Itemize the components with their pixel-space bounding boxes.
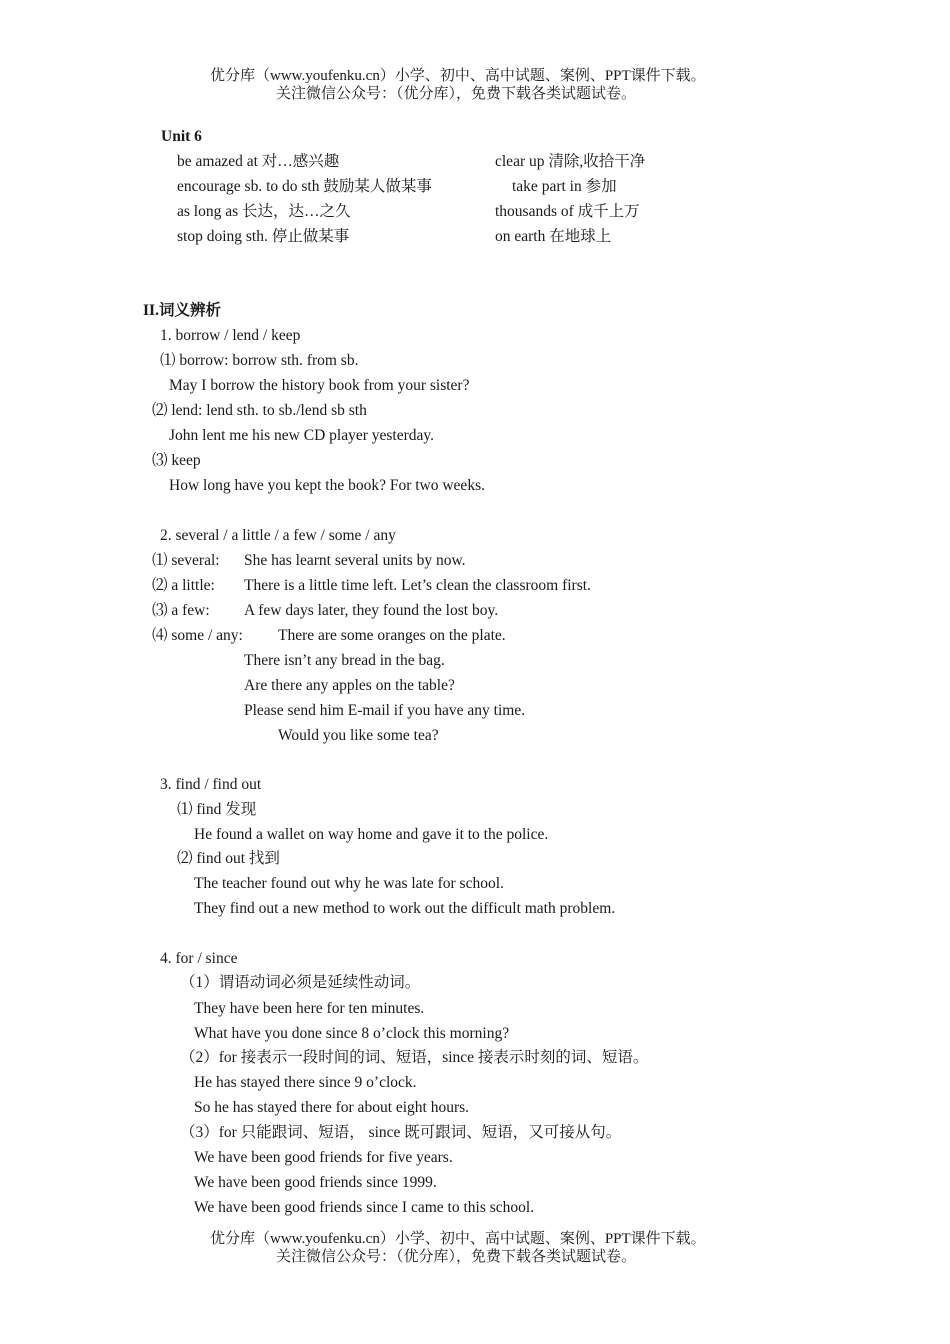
- group-2-title: 2. several / a little / a few / some / any: [160, 527, 396, 544]
- g1-item-1: ⑴ borrow: borrow sth. from sb.: [160, 352, 359, 369]
- g2-label-2: ⑵ a little:: [152, 577, 215, 594]
- g4-example-2: What have you done since 8 o’clock this morning?: [194, 1025, 510, 1042]
- g4-example-3: He has stayed there since 9 o’clock.: [194, 1074, 417, 1091]
- g2-example-2: There is a little time left. Let’s clean the classroom first.: [244, 577, 591, 594]
- g4-example-1: They have been here for ten minutes.: [194, 1000, 425, 1017]
- footer-line-2: 关注微信公众号：（优分库），免费下载各类试题试卷。: [276, 1249, 637, 1265]
- g1-item-2: ⑵ lend: lend sth. to sb./lend sb sth: [152, 402, 367, 419]
- group-3-title: 3. find / find out: [160, 776, 262, 793]
- g2-label-3: ⑶ a few:: [152, 602, 210, 619]
- g2-example-3: A few days later, they found the lost boy.: [244, 602, 499, 619]
- g4-rule-3: （3）for 只能跟词、短语， since 既可跟词、短语，又可接从句。: [180, 1124, 622, 1141]
- vocab-left-4: stop doing sth. 停止做某事: [177, 228, 350, 245]
- vocab-right-3: thousands of 成千上万: [495, 203, 640, 220]
- g3-item-1: ⑴ find 发现: [177, 801, 257, 818]
- g3-example-1: He found a wallet on way home and gave it to the police.: [194, 826, 549, 843]
- g2-example-5: There isn’t any bread in the bag.: [244, 652, 445, 669]
- g3-example-2: The teacher found out why he was late for school.: [194, 875, 504, 892]
- g1-example-3: How long have you kept the book? For two weeks.: [169, 477, 485, 494]
- g2-example-8: Would you like some tea?: [278, 727, 439, 744]
- g2-example-7: Please send him E-mail if you have any time.: [244, 702, 526, 719]
- g2-label-1: ⑴ several:: [152, 552, 220, 569]
- g1-item-3: ⑶ keep: [152, 452, 201, 469]
- g3-item-2: ⑵ find out 找到: [177, 850, 280, 867]
- g2-example-1: She has learnt several units by now.: [244, 552, 466, 569]
- g4-example-5: We have been good friends for five years.: [194, 1149, 453, 1166]
- g2-label-4: ⑷ some / any:: [152, 627, 243, 644]
- vocab-left-3: as long as 长达，达…之久: [177, 203, 351, 220]
- g1-example-1: May I borrow the history book from your sister?: [169, 377, 470, 394]
- vocab-right-2: take part in 参加: [512, 178, 617, 195]
- vocab-right-1: clear up 清除,收拾干净: [495, 153, 646, 170]
- unit-title: Unit 6: [161, 128, 202, 145]
- g1-example-2: John lent me his new CD player yesterday.: [169, 427, 435, 444]
- header-line-2: 关注微信公众号：（优分库），免费下载各类试题试卷。: [276, 86, 637, 102]
- section-title: II.词义辨析: [143, 302, 221, 319]
- g2-example-6: Are there any apples on the table?: [244, 677, 455, 694]
- group-1-title: 1. borrow / lend / keep: [160, 327, 301, 344]
- header-line-1: 优分库（www.youfenku.cn）小学、初中、高中试题、案例、PPT课件下载。: [210, 68, 706, 84]
- g3-example-3: They find out a new method to work out the difficult math problem.: [194, 900, 616, 917]
- vocab-right-4: on earth 在地球上: [495, 228, 612, 245]
- group-4-title: 4. for / since: [160, 950, 238, 967]
- g4-example-7: We have been good friends since I came to this school.: [194, 1199, 535, 1216]
- g4-rule-2: （2）for 接表示一段时间的词、短语，since 接表示时刻的词、短语。: [180, 1049, 649, 1066]
- footer-line-1: 优分库（www.youfenku.cn）小学、初中、高中试题、案例、PPT课件下载。: [210, 1231, 706, 1247]
- g2-example-4: There are some oranges on the plate.: [278, 627, 506, 644]
- vocab-left-2: encourage sb. to do sth 鼓励某人做某事: [177, 178, 432, 195]
- g4-example-4: So he has stayed there for about eight hours.: [194, 1099, 470, 1116]
- g4-rule-1: （1）谓语动词必须是延续性动词。: [180, 974, 421, 991]
- vocab-left-1: be amazed at 对…感兴趣: [177, 153, 340, 170]
- g4-example-6: We have been good friends since 1999.: [194, 1174, 437, 1191]
